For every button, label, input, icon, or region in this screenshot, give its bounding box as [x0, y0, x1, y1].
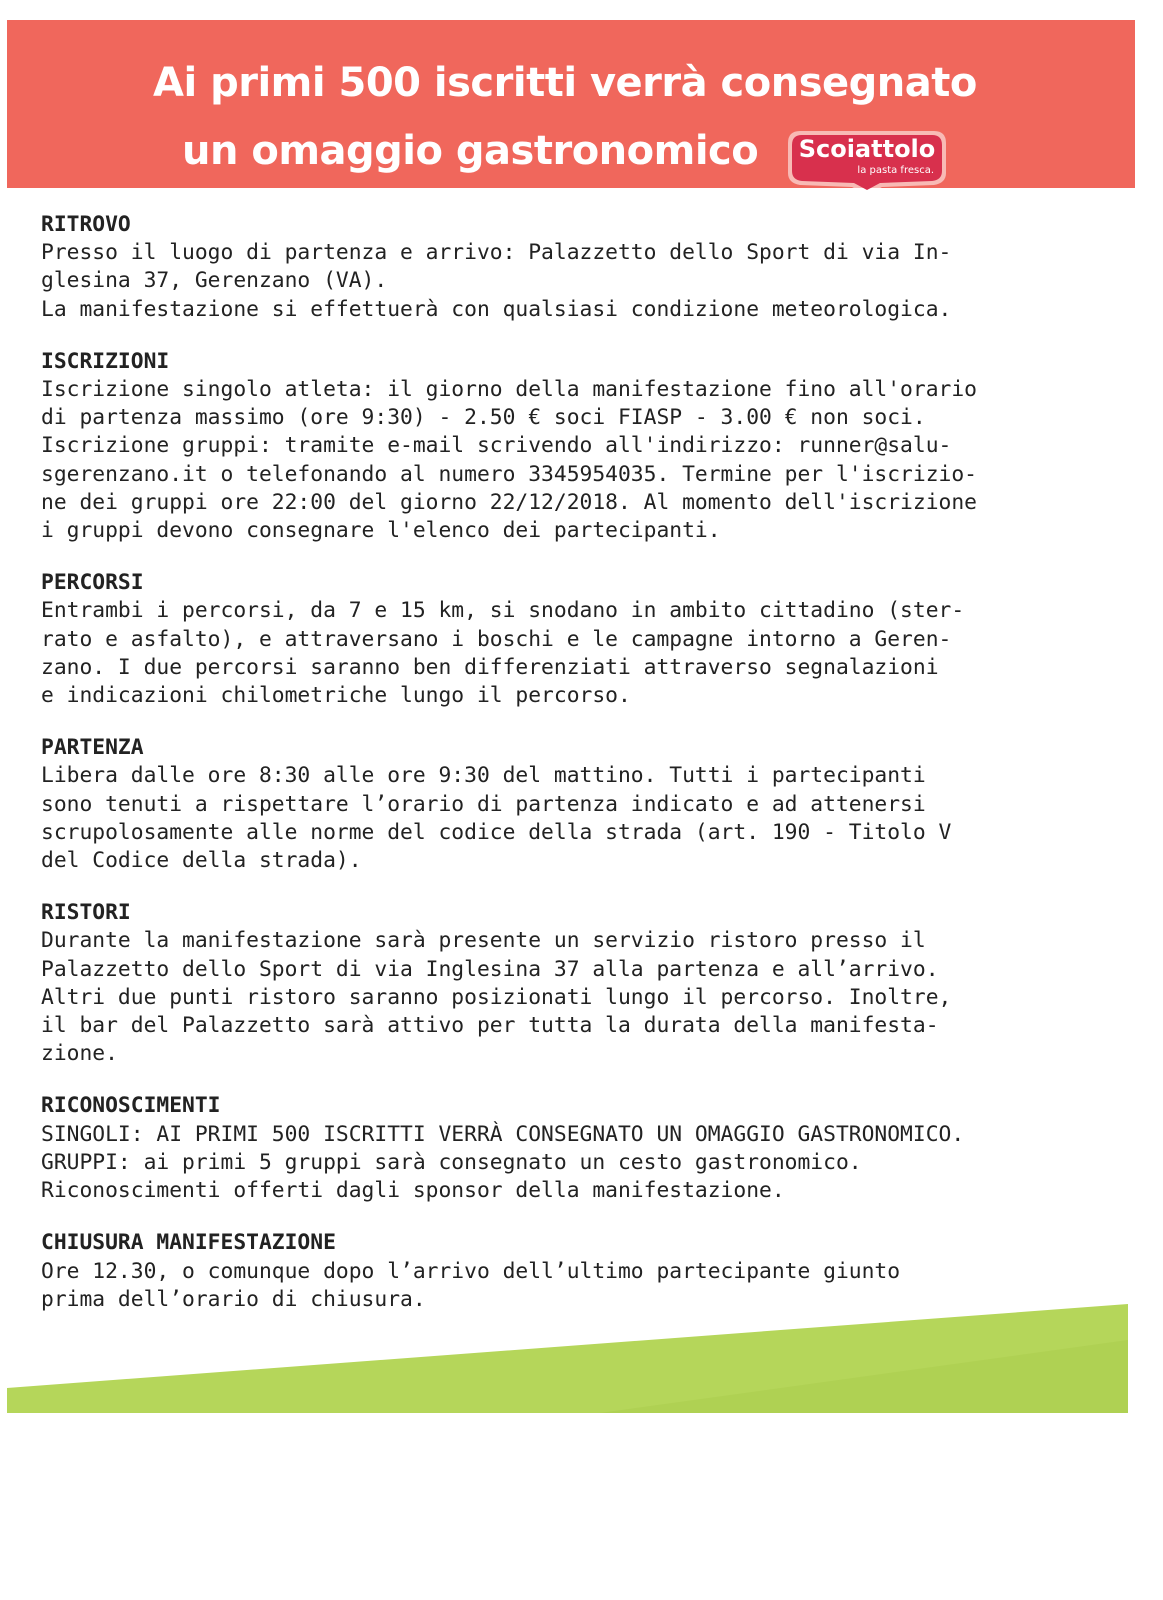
section-line: sgerenzano.it o telefonando al numero 3345954035. Termine per l'iscrizio-: [41, 461, 977, 487]
section-heading: RICONOSCIMENTI: [41, 1093, 221, 1119]
section-heading: RITROVO: [41, 212, 131, 237]
green-decorative-band: [0, 1300, 1163, 1420]
scoiattolo-logo: [784, 125, 950, 197]
section-line: GRUPPI: ai primi 5 gruppi sarà consegnato un cesto gastronomico.: [41, 1149, 862, 1175]
section-line: La manifestazione si effettuerà con qualsiasi condizione meteorologica.: [41, 296, 952, 322]
section-heading: PERCORSI: [41, 570, 144, 596]
header-banner: [7, 20, 1135, 188]
section-line: Iscrizione gruppi: tramite e-mail scrivendo all'indirizzo: runner@salu-: [41, 433, 952, 459]
section-heading: PARTENZA: [41, 735, 144, 761]
section-heading: ISCRIZIONI: [41, 348, 170, 374]
section-line: Altri due punti ristoro saranno posizionati lungo il percorso. Inoltre,: [41, 984, 952, 1010]
section-line: di partenza massimo (ore 9:30) - 2.50 € soci FIASP - 3.00 € non soci.: [41, 405, 926, 431]
logo-tagline: la pasta fresca.: [857, 165, 934, 176]
section-line: Durante la manifestazione sarà presente un servizio ristoro presso il: [41, 928, 926, 954]
section-ristori: [41, 899, 1091, 1068]
info-sections: [41, 211, 1091, 1338]
section-ritrovo: [41, 211, 1091, 324]
section-percorsi: [41, 569, 1091, 710]
section-heading: CHIUSURA MANIFESTAZIONE: [41, 1230, 336, 1256]
section-line: i gruppi devono consegnare l'elenco dei partecipanti.: [41, 518, 721, 544]
section-line: Palazzetto dello Sport di via Inglesina 37 alla partenza e all’arrivo.: [41, 956, 939, 982]
section-heading: RISTORI: [41, 900, 131, 926]
section-line: e indicazioni chilometriche lungo il percorso.: [41, 683, 631, 709]
section-riconoscimenti: [41, 1092, 1091, 1205]
section-line: Libera dalle ore 8:30 alle ore 9:30 del mattino. Tutti i partecipanti: [41, 763, 926, 789]
section-line: SINGOLI: AI PRIMI 500 ISCRITTI VERRÀ CONSEGNATO UN OMAGGIO GASTRONOMICO.: [41, 1121, 965, 1147]
banner-title-line-1: Ai primi 500 iscritti verrà consegnato: [153, 60, 977, 106]
banner-title-line-2: un omaggio gastronomico: [182, 128, 759, 174]
logo-name: Scoiattolo: [798, 135, 936, 163]
section-iscrizioni: [41, 348, 1091, 545]
section-line: Entrambi i percorsi, da 7 e 15 km, si snodano in ambito cittadino (ster-: [41, 598, 965, 624]
section-line: rato e asfalto), e attraversano i boschi e le campagne intorno a Geren-: [41, 626, 952, 652]
section-line: del Codice della strada).: [41, 848, 362, 874]
section-line: sono tenuti a rispettare l’orario di partenza indicato e ad attenersi: [41, 791, 926, 817]
section-line: prima dell’orario di chiusura.: [41, 1286, 426, 1312]
section-line: Riconoscimenti offerti dagli sponsor della manifestazione.: [41, 1178, 785, 1204]
section-line: zione.: [41, 1041, 118, 1067]
section-line: glesina 37, Gerenzano (VA).: [41, 268, 388, 294]
section-line: Iscrizione singolo atleta: il giorno della manifestazione fino all'orario: [41, 377, 977, 403]
section-line: Presso il luogo di partenza e arrivo: Palazzetto dello Sport di via In-: [41, 240, 952, 266]
section-line: scrupolosamente alle norme del codice della strada (art. 190 - Titolo V: [41, 819, 952, 845]
section-line: Ore 12.30, o comunque dopo l’arrivo dell’ultimo partecipante giunto: [41, 1258, 901, 1284]
section-line: ne dei gruppi ore 22:00 del giorno 22/12/2018. Al momento dell'iscrizione: [41, 489, 977, 515]
section-line: il bar del Palazzetto sarà attivo per tutta la durata della manifesta-: [41, 1013, 939, 1039]
section-line: zano. I due percorsi saranno ben differenziati attraverso segnalazioni: [41, 654, 939, 680]
section-partenza: [41, 734, 1091, 875]
